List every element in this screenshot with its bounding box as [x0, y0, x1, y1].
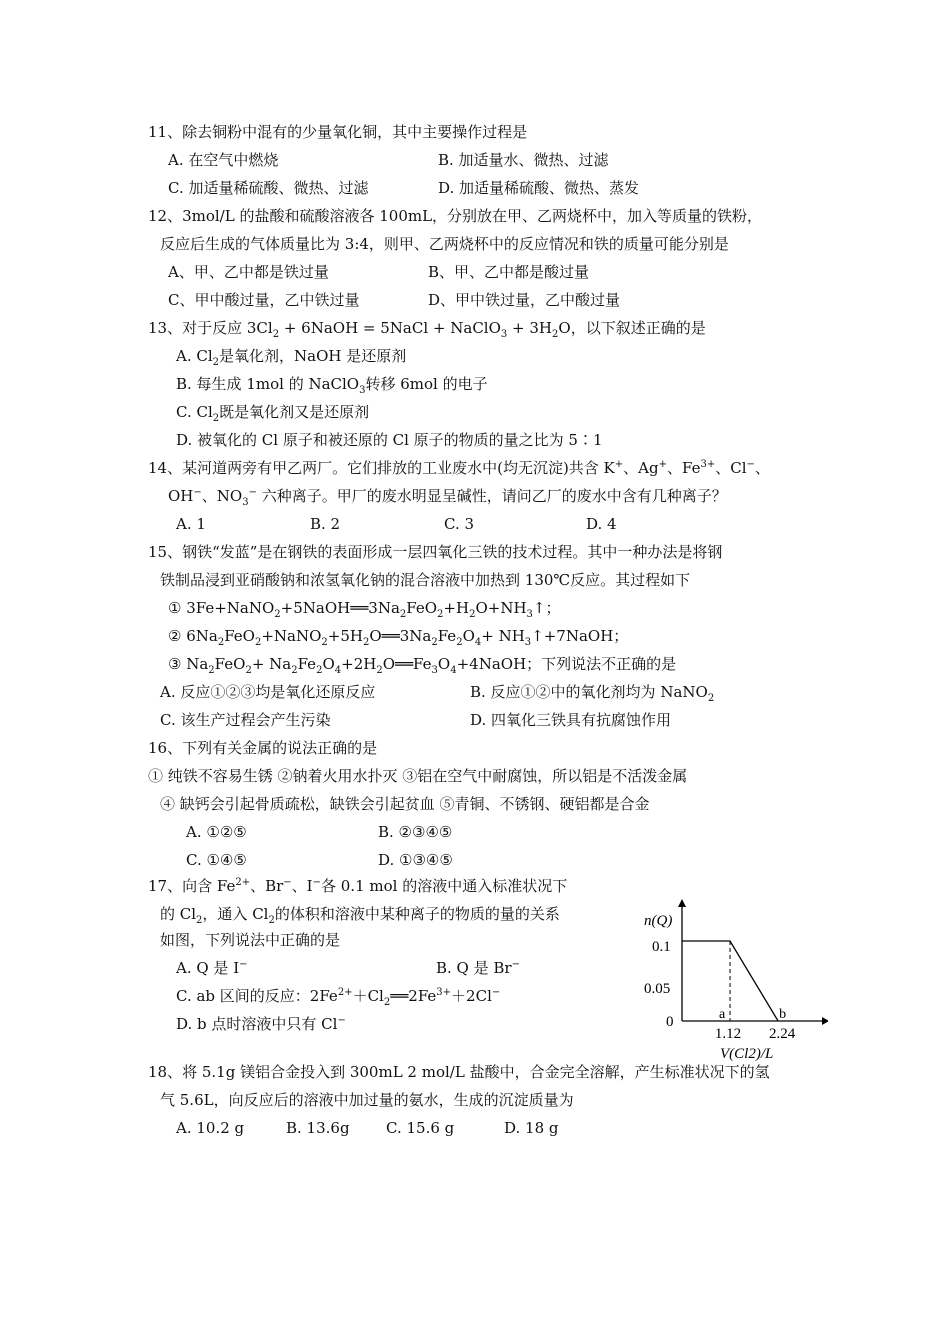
q15-stem-line1: 15、钢铁“发蓝”是在钢铁的表面形成一层四氧化三铁的技术过程。其中一种办法是将钢 — [148, 543, 723, 561]
q11-option-b: B. 加适量水、微热、过滤 — [438, 151, 609, 169]
q14-option-b: B. 2 — [310, 515, 341, 533]
q18-option-d: D. 18 g — [504, 1119, 559, 1137]
q14-stem-line2: OH−、$NO_3^-$ 六种离子。甲厂的废水明显呈碱性，请问乙厂的废水中含有几种离子？ — [168, 487, 727, 508]
q15-option-a: A. 反应①②③均是氧化还原反应 — [160, 683, 376, 701]
series-line — [682, 941, 778, 1021]
q12-option-a: A、甲、乙中都是铁过量 — [168, 263, 329, 281]
q17-option-b: B. Q 是 Br− — [436, 959, 520, 977]
y-tick-label: 0.05 — [644, 981, 671, 997]
q14-option-a: A. 1 — [176, 515, 206, 533]
q17-stem-line1: 17、向含 $Fe^{2+}$、Br−、I−各 0.1 mol 的溶液中通入标准状况下 — [148, 877, 568, 895]
y-axis-arrow — [678, 899, 686, 907]
q12-option-b: B、甲、乙中都是酸过量 — [428, 263, 590, 281]
y-tick-label: 0 — [666, 1014, 674, 1030]
q11-option-a: A. 在空气中燃烧 — [168, 151, 279, 169]
q17-stem-line2: 的 $Cl_2$，通入 $Cl_2$的体积和溶液中某种离子的物质的量的关系 — [160, 905, 560, 926]
q18-stem-line1: 18、将 5.1g 镁铝合金投入到 300mL 2 mol/L 盐酸中，合金完全溶解，产生标准状况下的氢 — [148, 1063, 770, 1081]
q18-option-b: B. 13.6g — [286, 1119, 350, 1137]
q15-option-d: D. 四氧化三铁具有抗腐蚀作用 — [470, 711, 672, 729]
q17-option-d: D. b 点时溶液中只有 Cl− — [176, 1015, 346, 1033]
q15-option-c: C. 该生产过程会产生污染 — [160, 711, 331, 729]
x-tick-label: 1.12 — [714, 1026, 742, 1042]
q13-stem: 13、对于反应 $3Cl_2$ + 6NaOH = 5NaCl + NaClO$_3$ + $3H_2O$，以下叙述正确的是 — [148, 319, 706, 340]
q16-items-line1: ① 纯铁不容易生锈 ②钠着火用水扑灭 ③铝在空气中耐腐蚀，所以铝是不活泼金属 — [148, 767, 688, 785]
point-label-b: b — [779, 1007, 787, 1022]
q16-option-a: A. ①②⑤ — [186, 823, 247, 841]
q18-stem-line2: 气 5.6L，向反应后的溶液中加过量的氨水，生成的沉淀质量为 — [160, 1091, 574, 1109]
q17-chart — [638, 895, 828, 1065]
y-tick-label: 0.1 — [652, 939, 671, 955]
q12-stem-line1: 12、3mol/L 的盐酸和硫酸溶液各 100mL，分别放在甲、乙两烧杯中，加入等质量的铁粉， — [148, 207, 763, 225]
q11-stem: 11、除去铜粉中混有的少量氧化铜，其中主要操作过程是 — [148, 123, 528, 141]
q18-option-a: A. 10.2 g — [176, 1119, 245, 1137]
q16-option-b: B. ②③④⑤ — [378, 823, 453, 841]
q12-option-d: D、甲中铁过量，乙中酸过量 — [428, 291, 621, 309]
point-label-a: a — [719, 1007, 726, 1022]
q11-option-d: D. 加适量稀硫酸、微热、蒸发 — [438, 179, 640, 197]
q16-option-d: D. ①③④⑤ — [378, 851, 453, 869]
q18-option-c: C. 15.6 g — [386, 1119, 455, 1137]
q15-reaction-2: ② $6Na_2FeO_2+NaNO_2+5H_2O══3Na_2Fe_2O_4+$ $NH_3↑+7NaOH$； — [168, 627, 629, 648]
q16-items-line2: ④ 缺钙会引起骨质疏松，缺铁会引起贫血 ⑤青铜、不锈钢、硬铝都是合金 — [160, 795, 650, 813]
q12-option-c: C、甲中酸过量，乙中铁过量 — [168, 291, 360, 309]
q14-stem-line1: 14、某河道两旁有甲乙两厂。它们排放的工业废水中(均无沉淀)共含 K+、Ag+、$Fe^{3+}$、Cl−、 — [148, 459, 770, 477]
x-axis-arrow — [822, 1017, 828, 1025]
q12-stem-line2: 反应后生成的气体质量比为 3:4，则甲、乙两烧杯中的反应情况和铁的质量可能分别是 — [160, 235, 729, 253]
y-axis-label: n(Q) — [644, 913, 673, 929]
q11-option-c: C. 加适量稀硫酸、微热、过滤 — [168, 179, 369, 197]
q15-option-b: B. 反应①②中的氧化剂均为 NaNO$_2$ — [470, 683, 715, 704]
q13-option-d: D. 被氧化的 Cl 原子和被还原的 Cl 原子的物质的量之比为 5∶1 — [176, 431, 603, 449]
q17-stem-line3: 如图，下列说法中正确的是 — [160, 931, 341, 949]
q13-option-b: B. 每生成 1mol 的 NaClO$_3$转移 6mol 的电子 — [176, 375, 488, 396]
q16-stem: 16、下列有关金属的说法正确的是 — [148, 739, 378, 757]
q17-option-c: C. ab 区间的反应：$2Fe^{2+}+Cl_2══2Fe^{3+}+2Cl^-$ — [176, 987, 501, 1008]
q17-option-a: A. Q 是 I− — [176, 959, 248, 977]
q13-option-a: A. $Cl_2$是氧化剂，NaOH 是还原剂 — [176, 347, 407, 368]
x-axis-label: V(Cl2)/L — [720, 1046, 774, 1062]
x-tick-label: 2.24 — [768, 1026, 796, 1042]
q15-reaction-3: ③ $Na_2FeO_2+$ $Na_2Fe_2O_4+2H_2O══Fe_3O_4+4NaOH$；下列说法不正确的是 — [168, 655, 677, 676]
q15-stem-line2: 铁制品浸到亚硝酸钠和浓氢氧化钠的混合溶液中加热到 130℃反应。其过程如下 — [160, 571, 691, 589]
q14-option-c: C. 3 — [444, 515, 475, 533]
q14-option-d: D. 4 — [586, 515, 617, 533]
q16-option-c: C. ①④⑤ — [186, 851, 247, 869]
q13-option-c: C. $Cl_2$既是氧化剂又是还原剂 — [176, 403, 370, 424]
q15-reaction-1: ① $3Fe+NaNO_2+5NaOH══3Na_2FeO_2+H_2O+NH_3↑$； — [168, 599, 561, 620]
